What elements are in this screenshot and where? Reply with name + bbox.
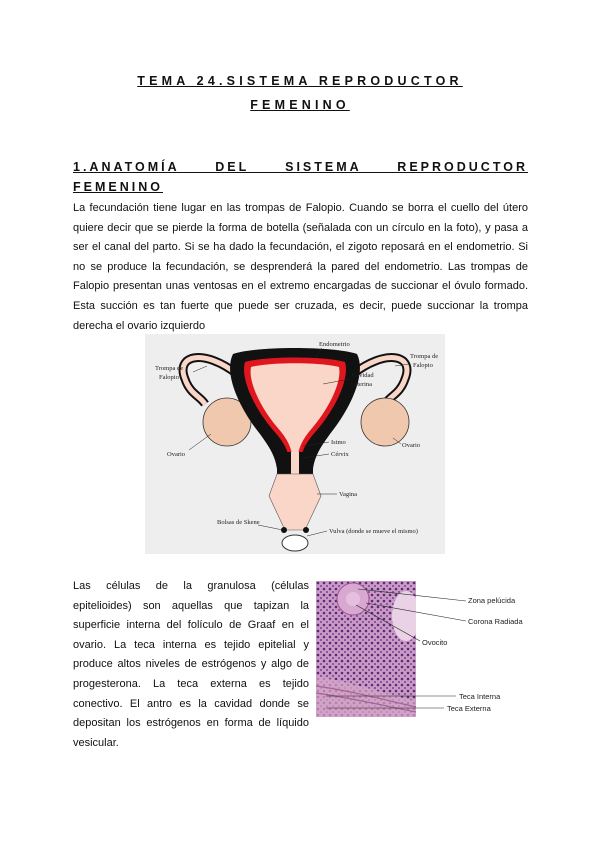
page-title-line2: FEMENINO [250,98,350,112]
label-corona: Corona Radiada [468,617,523,626]
label-vulva: Vulva (donde se mueve el mismo) [329,528,418,535]
label-cervix: Cérvix [331,451,349,458]
label-ovario-izq: Ovario [167,451,186,458]
label-teca-interna: Teca Interna [459,692,501,701]
label-teca-externa: Teca Externa [447,704,491,713]
cervical-canal [291,452,299,476]
label-ovario-der: Ovario [402,442,421,449]
oocyte-nucleus [346,592,360,606]
label-endometrio: Endometrio [319,341,350,348]
label-zona: Zona pelúcida [468,596,516,605]
label-trompa-der-1: Trompa de [410,353,439,360]
ovary-right [361,398,409,446]
label-bolsas: Bolsas de Skene [217,519,260,526]
section-heading-line1: 1.ANATOMÍA DEL SISTEMA REPRODUCTOR [73,160,528,174]
label-trompa-izq-2: Falopio [159,374,179,381]
skene-gland-right [303,527,309,533]
label-vagina: Vagina [339,491,358,498]
label-istmo: Istmo [331,439,346,446]
label-trompa-der-2: Falopio [413,362,433,369]
section1-paragraph: La fecundación tiene lugar en las trompas de Falopio. Cuando se borra el cuello del útero quiere decir que se pierde la forma de botella (señalada con un círculo en la foto), y pasa a ser el canal del parto. Si se ha dado la fecundación, el zigoto reposará en el endometrio. Si no se produce la fecundación, se desprenderá la pared del endometrio. Las trompas de Falopio presentan unas ventosas en el extremo encargadas de succionar el óvulo formado. Esta succión es tan fuerte que puede ser cruzada, es decir, puede succionar la trompa derecha el ovario izquierdo [73,202,528,332]
label-trompa-izq-1: Trompa de [155,365,184,372]
follicle-histology [316,581,534,717]
label-ovocito: Ovocito [422,638,448,647]
uterus-diagram [145,334,445,554]
section2-paragraph: Las células de la granulosa (células epitelioides) son aquellas que tapizan la superficie interna del folículo de Graaf en el ovario. La teca interna es tejido epitelial y produce altos niveles de estrógenos y algo de progesterona. La teca externa es tejido conectivo. El antro es la cavidad donde se depositan los estrógenos en forma de líquido vesicular. [73,580,309,749]
antrum [392,591,420,641]
label-cavidad-2: uterina [354,381,373,388]
vulva [282,535,308,551]
section-heading-line2: FEMENINO [73,180,163,194]
label-cavidad-1: Cavidad [352,372,374,379]
page-title-line1: TEMA 24.SISTEMA REPRODUCTOR [137,74,463,88]
